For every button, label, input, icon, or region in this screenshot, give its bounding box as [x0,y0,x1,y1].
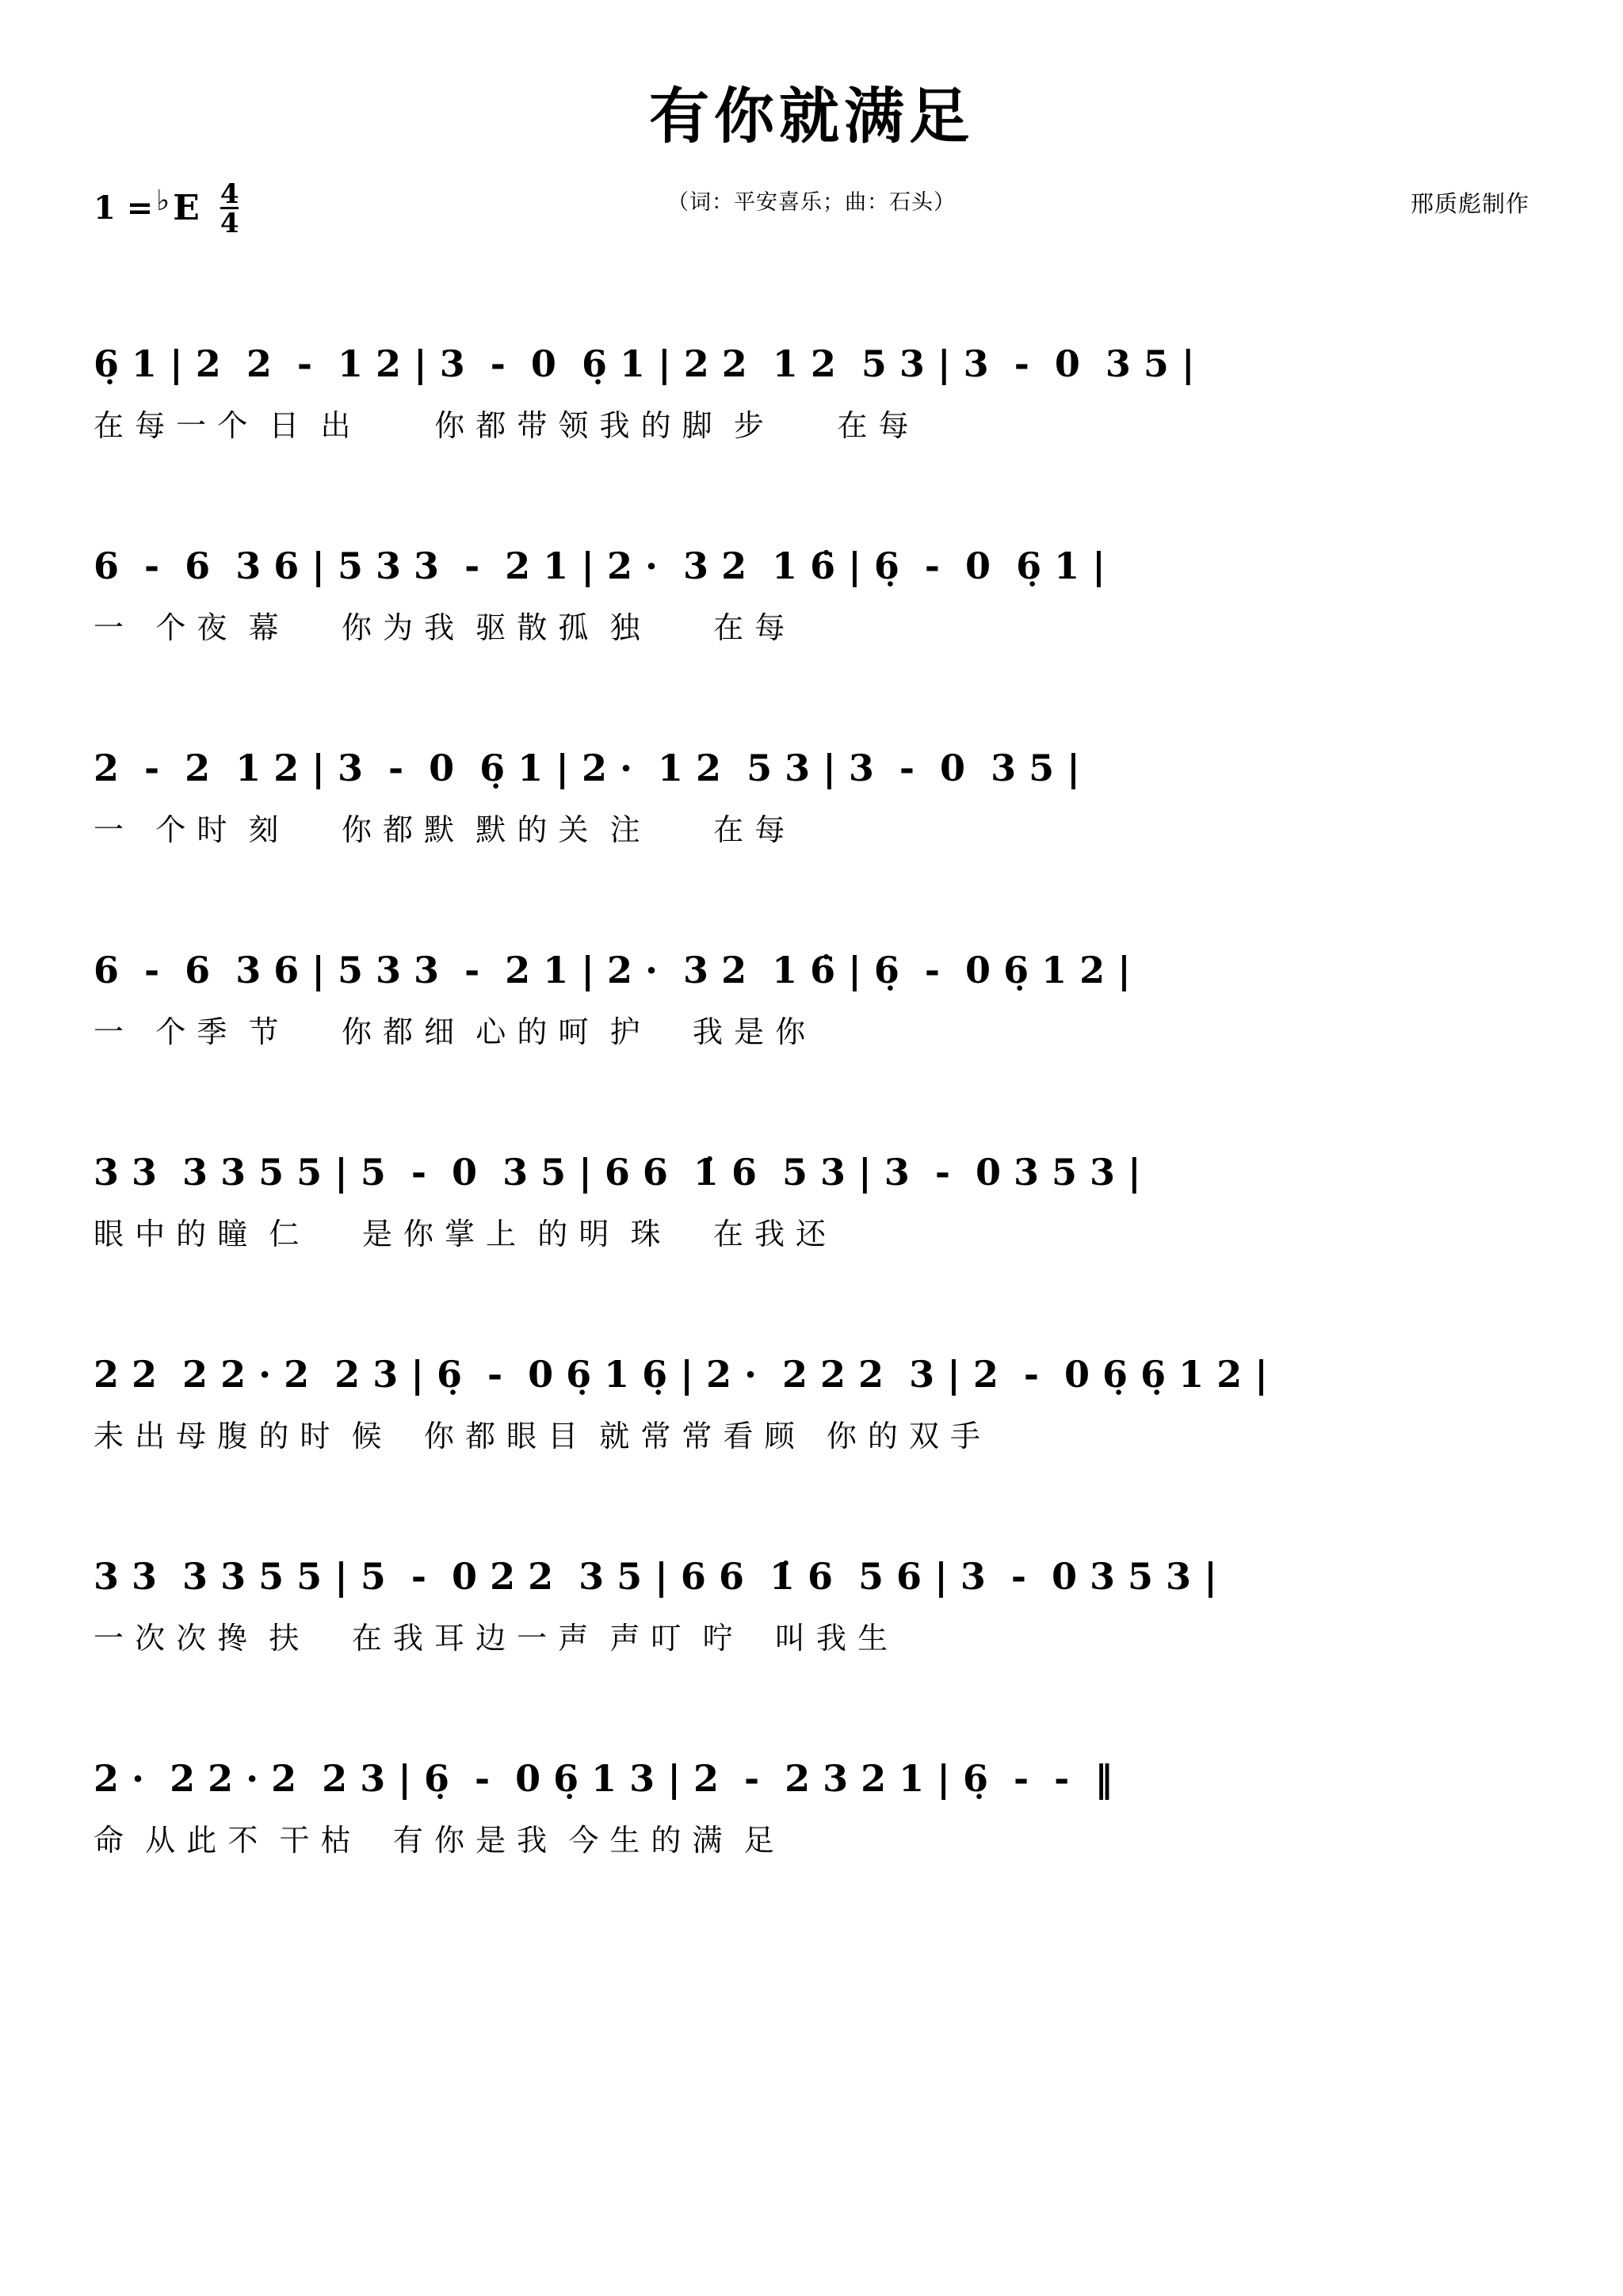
lyrics-line: 一 个 时 刻 你 都 默 默 的 关 注 在 每 [94,812,786,847]
lyrics-line: 命 从 此 不 干 枯 有 你 是 我 今 生 的 满 足 [94,1823,775,1858]
system-row [0,1530,1623,1732]
notation-line: 3 3 3 3 5 5 | 5 - 0 2 2 3 5 | 6 6 1̇ 6 5 6 | 3 - 0 3 5 3 | [94,1555,1217,1598]
lyrics-line: 在 每 一 个 日 出 你 都 带 领 我 的 脚 步 在 每 [94,408,910,443]
music-systems [0,317,1623,1934]
time-signature-bottom: 4 [220,208,239,240]
notation-line: 2 · 2 2 · 2 2 3 | 6̣ - 0 6̣ 1 3 | 2 - 2 3 2 1 | 6̣ - - ‖ [94,1757,1113,1800]
system-row [0,1328,1623,1530]
lyrics-line: 未 出 母 腹 的 时 候 你 都 眼 目 就 常 常 看 顾 你 的 双 手 [94,1419,982,1454]
lyrics-line: 一 个 季 节 你 都 细 心 的 呵 护 我 是 你 [94,1014,807,1049]
system-row [0,721,1623,923]
system-row [0,317,1623,519]
system-row [0,519,1623,721]
lyrics-line: 眼 中 的 瞳 仁 是 你 掌 上 的 明 珠 在 我 还 [94,1217,827,1251]
time-signature [220,178,239,240]
key-signature [94,178,239,240]
flat-icon: ♭ [156,183,170,217]
notation-line: 6 - 6 3 6 | 5 3 3 - 2 1 | 2 · 3 2 1 6̇ | 6̣ - 0 6̣ 1 | [94,544,1106,587]
system-row [0,1125,1623,1328]
lyricist-composer-credit: （词：平安喜乐；曲：石头） [667,189,956,215]
system-row [0,923,1623,1125]
notation-line: 2 - 2 1 2 | 3 - 0 6̣ 1 | 2 · 1 2 5 3 | 3 - 0 3 5 | [94,747,1080,789]
arranger-credit: 邢质彪制作 [1410,190,1529,217]
time-signature-top: 4 [220,178,239,210]
lyrics-line: 一 个 夜 幕 你 为 我 驱 散 孤 独 在 每 [94,610,786,645]
notation-line: 2 2 2 2 · 2 2 3 | 6̣ - 0 6̣ 1 6̣ | 2 · 2 2 2 3 | 2 - 0 6̣ 6̣ 1 2 | [94,1353,1268,1396]
key-label: 1 = [94,189,154,227]
page-title: 有你就满足 [649,81,974,151]
notation-line: 6 - 6 3 6 | 5 3 3 - 2 1 | 2 · 3 2 1 6̇ | 6̣ - 0 6̣ 1 2 | [94,949,1131,991]
system-row [0,1732,1623,1934]
lyrics-line: 一 次 次 搀 扶 在 我 耳 边 一 声 声 叮 咛 叫 我 生 [94,1621,889,1656]
notation-line: 3 3 3 3 5 5 | 5 - 0 3 5 | 6 6 1̇ 6 5 3 | 3 - 0 3 5 3 | [94,1151,1141,1194]
notation-line: 6̣ 1 | 2 2 - 1 2 | 3 - 0 6̣ 1 | 2 2 1 2 5 3 | 3 - 0 3 5 | [94,342,1195,385]
key-name: E [173,188,200,229]
